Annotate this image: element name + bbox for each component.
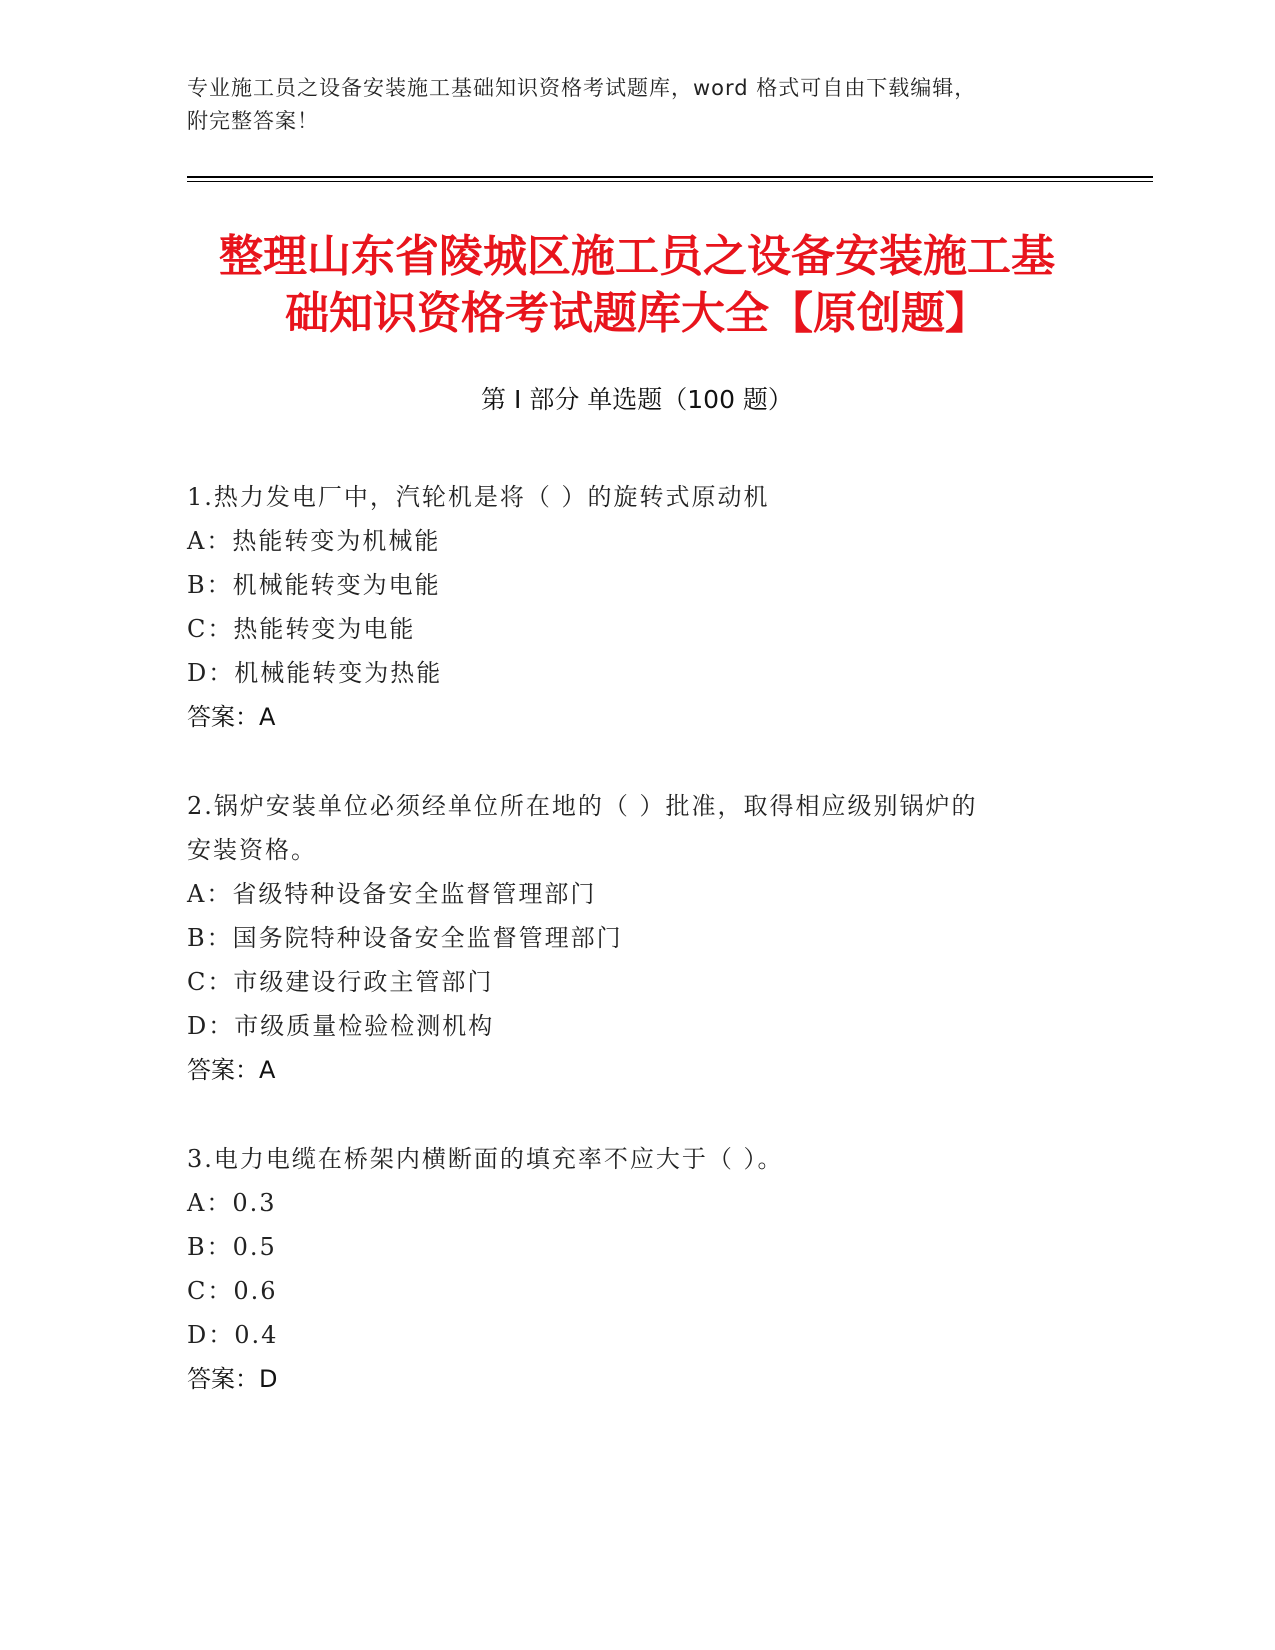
option-letter: C： — [187, 615, 234, 643]
option-letter: C： — [187, 1277, 234, 1305]
header-note — [187, 72, 1087, 138]
option-text: 0.6 — [233, 1277, 278, 1305]
option-letter: D： — [187, 659, 235, 687]
document-title — [187, 228, 1087, 342]
option-text: 0.3 — [232, 1189, 277, 1217]
option-letter: A： — [187, 527, 233, 555]
option-text: 国务院特种设备安全监督管理部门 — [232, 924, 623, 952]
option-d — [187, 1004, 1087, 1048]
option-letter: B： — [187, 571, 233, 599]
question-stem-line: 2.锅炉安装单位必须经单位所在地的（ ）批准，取得相应级别锅炉的 — [187, 792, 978, 820]
option-text: 0.5 — [232, 1233, 277, 1261]
answer-line: 答案：D — [187, 1365, 278, 1393]
question-list — [187, 475, 1087, 1446]
option-text: 省级特种设备安全监督管理部门 — [232, 880, 597, 908]
option-text: 0.4 — [234, 1321, 279, 1349]
section-heading: 第 I 部分 单选题（100 题） — [481, 385, 793, 414]
option-d — [187, 1313, 1087, 1357]
option-text: 市级建设行政主管部门 — [233, 968, 494, 996]
document-title-line: 整理山东省陵城区施工员之设备安装施工基 — [219, 231, 1055, 282]
option-a — [187, 1181, 1087, 1225]
divider-thin-line — [187, 181, 1153, 182]
question-item — [187, 784, 1087, 1092]
option-b — [187, 916, 1087, 960]
answer-line: 答案：A — [187, 703, 276, 731]
option-letter: B： — [187, 1233, 233, 1261]
option-text: 机械能转变为热能 — [234, 659, 443, 687]
answer-line: 答案：A — [187, 1056, 276, 1084]
option-d — [187, 651, 1087, 695]
option-letter: A： — [187, 1189, 233, 1217]
option-b — [187, 563, 1087, 607]
option-letter: D： — [187, 1321, 235, 1349]
option-a — [187, 872, 1087, 916]
option-text: 机械能转变为电能 — [232, 571, 441, 599]
question-stem-line: 1.热力发电厂中，汽轮机是将（ ）的旋转式原动机 — [187, 483, 770, 511]
header-note-line: 附完整答案！ — [187, 109, 319, 133]
divider-thick-line — [187, 176, 1153, 178]
option-c — [187, 607, 1087, 651]
question-item — [187, 1137, 1087, 1401]
option-c — [187, 960, 1087, 1004]
option-text: 市级质量检验检测机构 — [234, 1012, 495, 1040]
document-title-line: 础知识资格考试题库大全【原创题】 — [285, 288, 989, 339]
question-stem — [187, 1137, 1087, 1181]
question-stem — [187, 784, 1087, 872]
header-divider — [187, 176, 1153, 182]
option-c — [187, 1269, 1087, 1313]
option-a — [187, 519, 1087, 563]
question-stem-line: 安装资格。 — [187, 836, 317, 864]
option-letter: D： — [187, 1012, 235, 1040]
question-stem — [187, 475, 1087, 519]
option-b — [187, 1225, 1087, 1269]
question-item — [187, 475, 1087, 739]
header-note-line: 专业施工员之设备安装施工基础知识资格考试题库，word 格式可自由下载编辑， — [187, 76, 977, 100]
option-letter: C： — [187, 968, 234, 996]
option-text: 热能转变为机械能 — [232, 527, 441, 555]
option-text: 热能转变为电能 — [233, 615, 416, 643]
question-stem-line: 3.电力电缆在桥架内横断面的填充率不应大于（ ）。 — [187, 1145, 784, 1173]
option-letter: B： — [187, 924, 233, 952]
option-letter: A： — [187, 880, 233, 908]
